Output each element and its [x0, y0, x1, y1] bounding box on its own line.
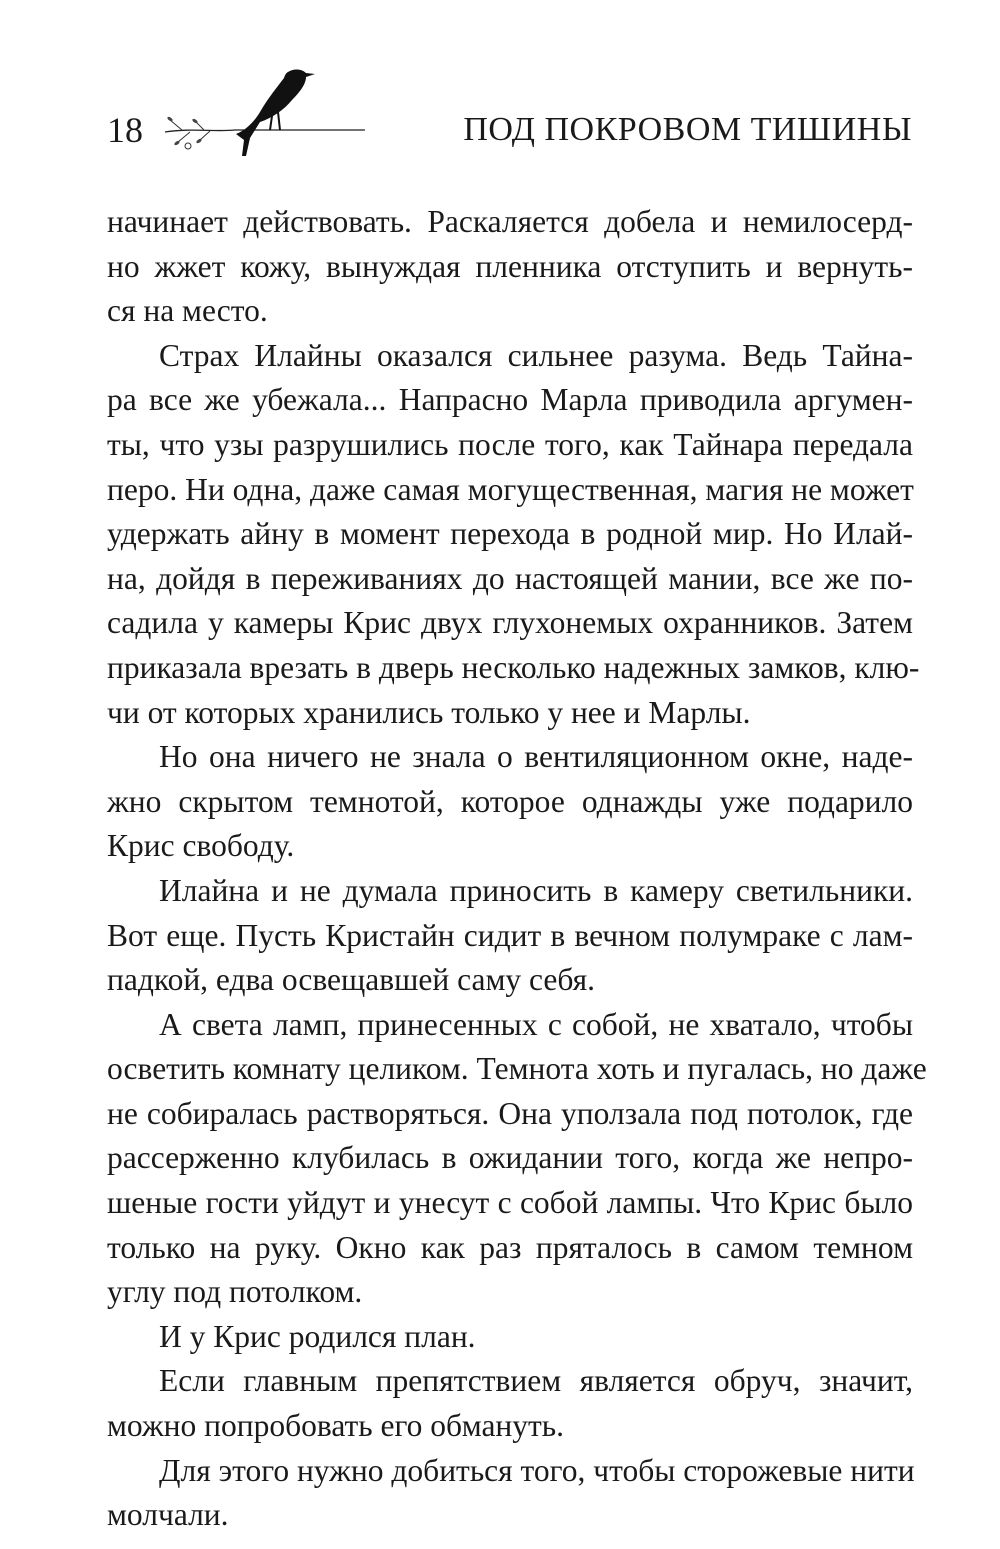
- page-number: 18: [107, 110, 143, 150]
- text-line: только на руку. Окно как раз пряталось в самом темном: [107, 1229, 913, 1265]
- text-line: осветить комнату целиком. Темнота хоть и пугалась, но даже: [107, 1051, 927, 1087]
- text-line: Илайна и не думала приносить в камеру светильники.: [159, 872, 913, 908]
- text-line: И у Крис родился план.: [159, 1318, 476, 1354]
- text-line: Если главным препятствием является обруч, значит,: [159, 1363, 913, 1399]
- text-line: но жжет кожу, вынуждая пленника отступить и вернуть-: [107, 248, 913, 284]
- text-line: на, дойдя в переживаниях до настоящей мании, все же по-: [107, 560, 913, 596]
- text-line: А света ламп, принесенных с собой, не хватало, чтобы: [159, 1006, 913, 1042]
- text-line: углу под потолком.: [107, 1274, 363, 1310]
- raven-on-branch-icon: [160, 60, 370, 160]
- text-line: приказала врезать в дверь несколько надежных замков, клю-: [107, 649, 920, 685]
- text-line: жно скрытом темнотой, которое однажды уже подарило: [107, 783, 913, 819]
- page-body-text: [107, 200, 927, 1538]
- text-line: садила у камеры Крис двух глухонемых охранников. Затем: [107, 605, 913, 641]
- text-line: ра все же убежала... Напрасно Марла приводила аргумен-: [107, 382, 913, 418]
- page-header: [0, 0, 1000, 170]
- text-line: Для этого нужно добиться того, чтобы сторожевые нити: [159, 1452, 915, 1488]
- text-line: Страх Илайны оказался сильнее разума. Ведь Тайна-: [159, 337, 913, 373]
- text-line: рассерженно клубилась в ожидании того, когда же непро-: [107, 1140, 913, 1176]
- text-line: ся на место.: [107, 293, 268, 329]
- text-line: Крис свободу.: [107, 828, 295, 864]
- text-line: удержать айну в момент перехода в родной мир. Но Илай-: [107, 516, 913, 552]
- running-title: ПОД ПОКРОВОМ ТИШИНЫ: [463, 111, 912, 148]
- text-line: падкой, едва освещавшей саму себя.: [107, 962, 595, 998]
- text-line: ты, что узы разрушились после того, как Тайнара передала: [107, 426, 913, 462]
- text-line: начинает действовать. Раскаляется добела и немилосерд-: [107, 204, 913, 239]
- text-line: шеные гости уйдут и унесут с собой лампы. Что Крис было: [107, 1185, 913, 1221]
- text-line: не собиралась растворяться. Она уползала под потолок, где: [107, 1095, 913, 1131]
- text-line: молчали.: [107, 1497, 229, 1533]
- text-line: Но она ничего не знала о вентиляционном окне, наде-: [159, 739, 913, 775]
- text-line: можно попробовать его обмануть.: [107, 1408, 565, 1444]
- text-line: перо. Ни одна, даже самая могущественная, магия не может: [107, 471, 914, 507]
- text-line: Вот еще. Пусть Кристайн сидит в вечном полумраке с лам-: [107, 917, 913, 953]
- text-line: чи от которых хранились только у нее и Марлы.: [107, 694, 751, 730]
